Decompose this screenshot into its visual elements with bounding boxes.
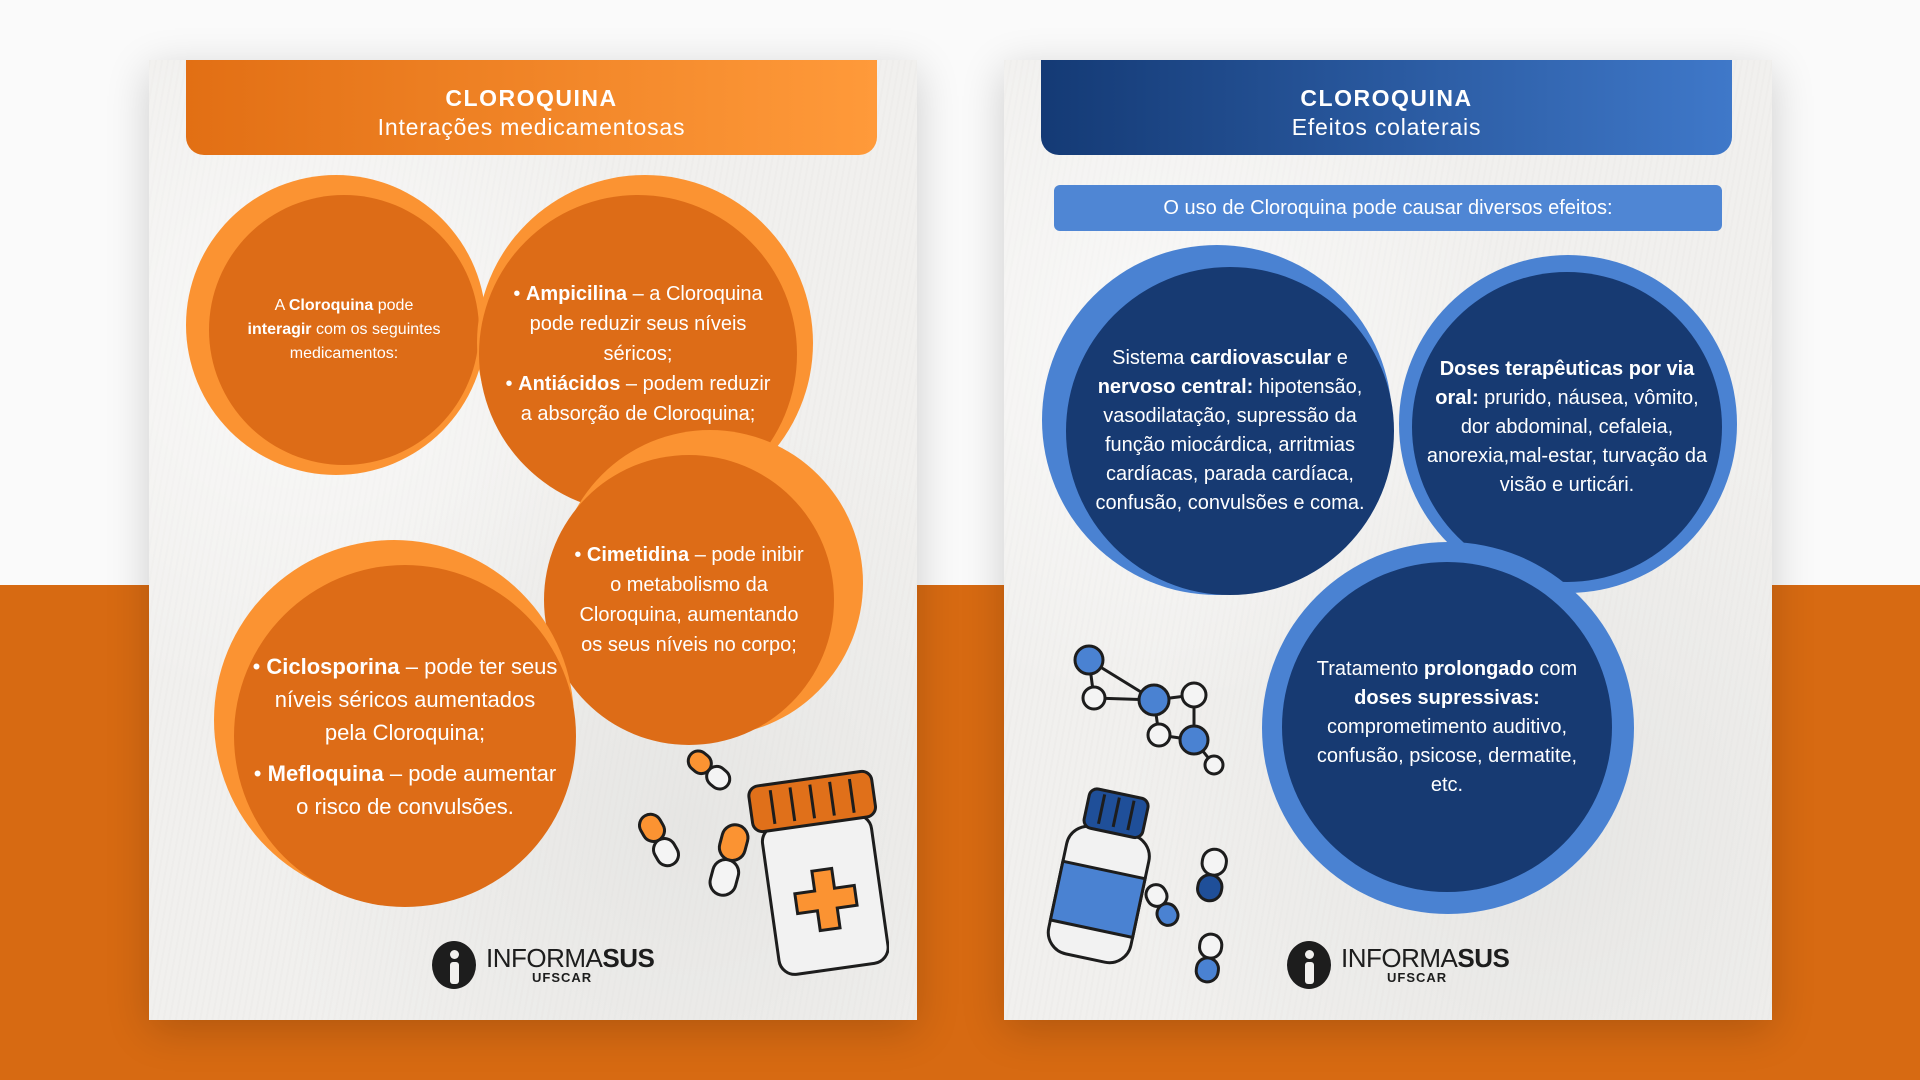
prolongado-text: Tratamento prolongado com doses supressivas: comprometimento auditivo, confusão, psicose, dermatite, etc. [1316,657,1578,796]
logo-i-icon [1287,941,1331,989]
informasus-logo [1287,937,1510,997]
logo-subtext: UFSCAR [1387,970,1448,985]
logo-text: INFORMASUS [1341,943,1510,973]
card-header [1041,60,1732,155]
bubble-cardiovascular [1066,267,1394,595]
card-subtitle: Efeitos colaterais [1291,114,1482,140]
card-title: CLOROQUINA [1300,85,1473,111]
cardiovascular-text: Sistema cardiovascular e nervoso central: hipotensão, vasodilatação, supressão da função miocárdica, arritmias cardíacas, parada cardíaca, confusão, convulsões e coma. [1095,347,1365,514]
bubble-cimetidina [544,455,834,745]
antiacidos-text: • Antiácidos – podem reduzir a absorção de Cloroquina; [505,373,771,425]
card-header [186,60,877,155]
bubble-prolongado [1282,562,1612,892]
molecule-and-medicine-bottle-icon [1034,640,1254,990]
card-title: CLOROQUINA [445,85,618,111]
ciclosporina-text: • Ciclosporina – pode ter seus níveis séricos aumentados pela Cloroquina; [252,653,558,745]
bubble-via-oral [1412,272,1722,582]
card-efeitos [1004,60,1772,1020]
informasus-logo [432,937,655,997]
logo-i-icon [432,941,476,989]
card-interacoes [149,60,917,1020]
bubble-ciclosporina [234,565,576,907]
logo-text: INFORMASUS [486,943,655,973]
intro-bar: O uso de Cloroquina pode causar diversos efeitos: [1054,185,1722,231]
via-oral-text: Doses terapêuticas por via oral: prurido, náusea, vômito, dor abdominal, cefaleia, anorexia,mal-estar, turvação da visão e urticári. [1426,357,1708,496]
bubble-intro [209,195,479,465]
mefloquina-text: • Mefloquina – pode aumentar o risco de convulsões. [253,760,557,819]
cimetidina-text: • Cimetidina – pode inibir o metabolismo da Cloroquina, aumentando os seus níveis no corpo; [574,544,804,656]
logo-subtext: UFSCAR [532,970,593,985]
ampicilina-text: • Ampicilina – a Cloroquina pode reduzir seus níveis séricos; [513,283,763,365]
card-subtitle: Interações medicamentosas [377,114,686,140]
intro-text: A Cloroquina pode interagir com os seguintes medicamentos: [247,297,441,362]
